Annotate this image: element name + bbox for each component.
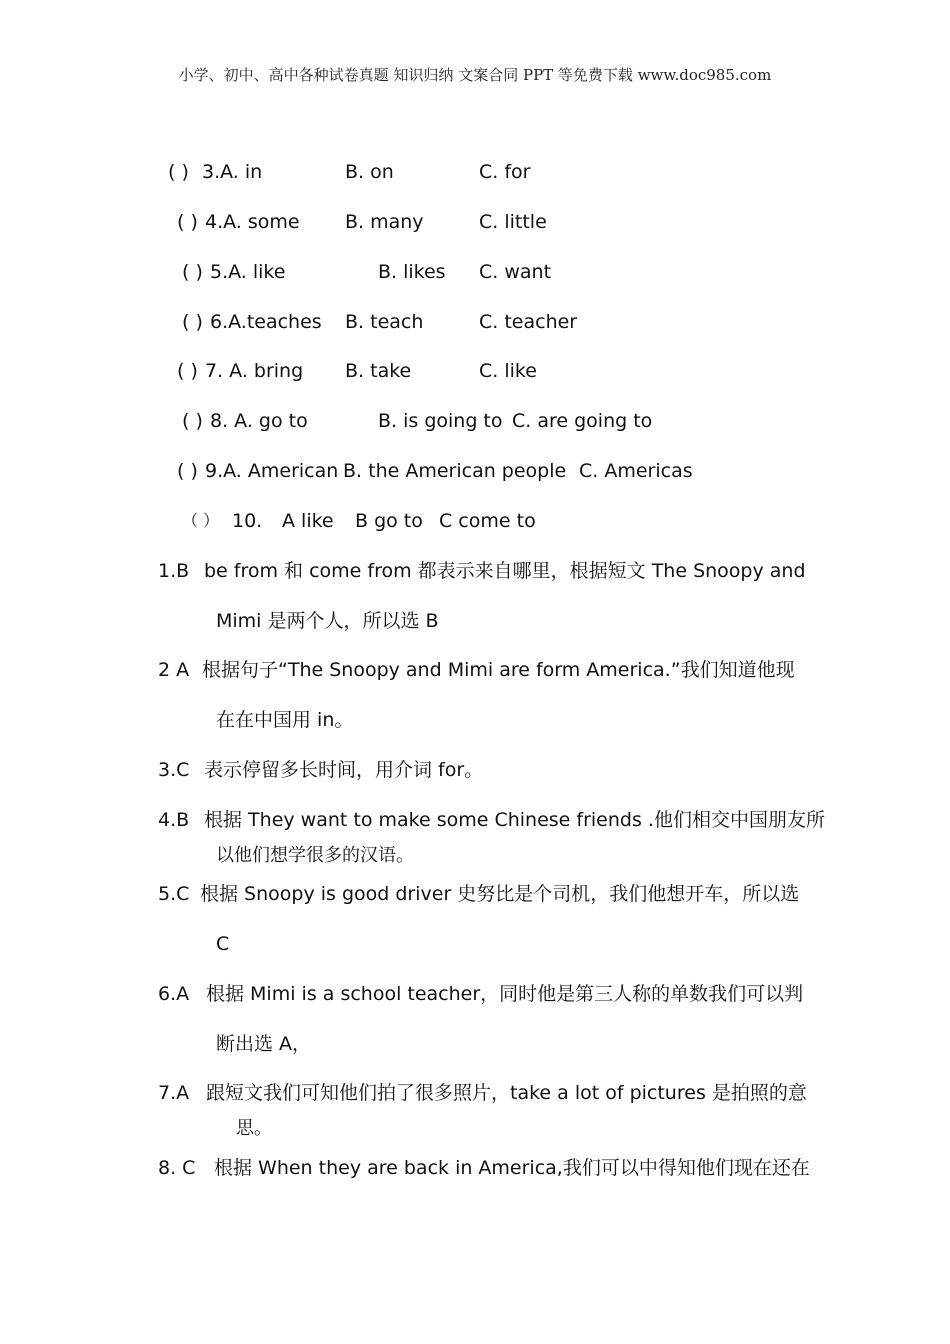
option-a: 5.A. like <box>210 261 286 283</box>
answer-text-continued: C <box>216 933 230 955</box>
answer-text: 根据 Mimi is a school teacher，同时他是第三人称的单数我们可以判 <box>206 983 804 1005</box>
answer-number: 4.B <box>158 809 190 831</box>
answer-number: 3.C <box>158 759 190 781</box>
answer-paren: ( ) <box>182 261 203 283</box>
option-c: C. like <box>479 360 537 382</box>
option-c: C. Americas <box>579 460 693 482</box>
answer-text-continued: Mimi 是两个人，所以选 B <box>216 610 439 632</box>
answer-paren: ( ) <box>182 410 203 432</box>
answer-text-continued: 以他们想学很多的汉语。 <box>216 845 414 866</box>
answer-number: 8. C <box>158 1157 196 1179</box>
answer-number: 1.B <box>158 560 190 582</box>
option-a: 7. A. bring <box>205 360 304 382</box>
option-a: 8. A. go to <box>210 410 308 432</box>
answer-text: 根据 They want to make some Chinese friends .他们相交中国朋友所 <box>204 809 825 831</box>
option-b: B go to <box>355 510 423 532</box>
option-a: 4.A. some <box>205 211 300 233</box>
option-a: A like <box>282 510 334 532</box>
answer-text: 表示停留多长时间，用介词 for。 <box>204 759 484 781</box>
option-b: B. likes <box>378 261 446 283</box>
option-c: C. for <box>479 161 531 183</box>
answer-number: 5.C <box>158 883 190 905</box>
answer-number: 2 A <box>158 659 190 681</box>
option-b: B. teach <box>345 311 424 333</box>
option-a: 9.A. American <box>205 460 339 482</box>
answer-text: 根据句子“The Snoopy and Mimi are form America.”我们知道他现 <box>202 659 795 681</box>
answer-number: 6.A <box>158 983 190 1005</box>
option-a: 6.A.teaches <box>210 311 322 333</box>
answer-text-continued: 在在中国用 in。 <box>216 709 354 731</box>
answer-text: 跟短文我们可知他们拍了很多照片，take a lot of pictures 是拍照的意 <box>206 1082 807 1104</box>
option-c: C. want <box>479 261 552 283</box>
option-c: C. teacher <box>479 311 578 333</box>
option-b: B. is going to <box>378 410 503 432</box>
page-header: 小学、初中、高中各种试卷真题 知识归纳 文案合同 PPT 等免费下载 www.doc985.com <box>178 66 772 84</box>
answer-text-continued: 断出选 A， <box>216 1033 312 1055</box>
option-c: C. little <box>479 211 547 233</box>
answer-text: 根据 When they are back in America,我们可以中得知他们现在还在 <box>214 1157 810 1179</box>
option-b: B. take <box>345 360 412 382</box>
answer-paren: （ ） <box>182 511 220 530</box>
option-a: 3.A. in <box>202 161 263 183</box>
option-b: B. many <box>345 211 424 233</box>
option-b: B. on <box>345 161 394 183</box>
answer-paren: ( ) <box>177 211 198 233</box>
option-c: C. are going to <box>512 410 653 432</box>
option-c: C come to <box>439 510 536 532</box>
question-number: 10. <box>232 510 263 532</box>
answer-number: 7.A <box>158 1082 190 1104</box>
answer-paren: ( ) <box>177 360 198 382</box>
answer-paren: ( ) <box>168 161 189 183</box>
option-b: B. the American people <box>343 460 567 482</box>
answer-text: be from 和 come from 都表示来自哪里，根据短文 The Snoopy and <box>204 560 806 582</box>
answer-text-continued: 思。 <box>236 1118 272 1139</box>
answer-paren: ( ) <box>177 460 198 482</box>
answer-text: 根据 Snoopy is good driver 史努比是个司机，我们他想开车，所以选 <box>200 883 800 905</box>
answer-paren: ( ) <box>182 311 203 333</box>
